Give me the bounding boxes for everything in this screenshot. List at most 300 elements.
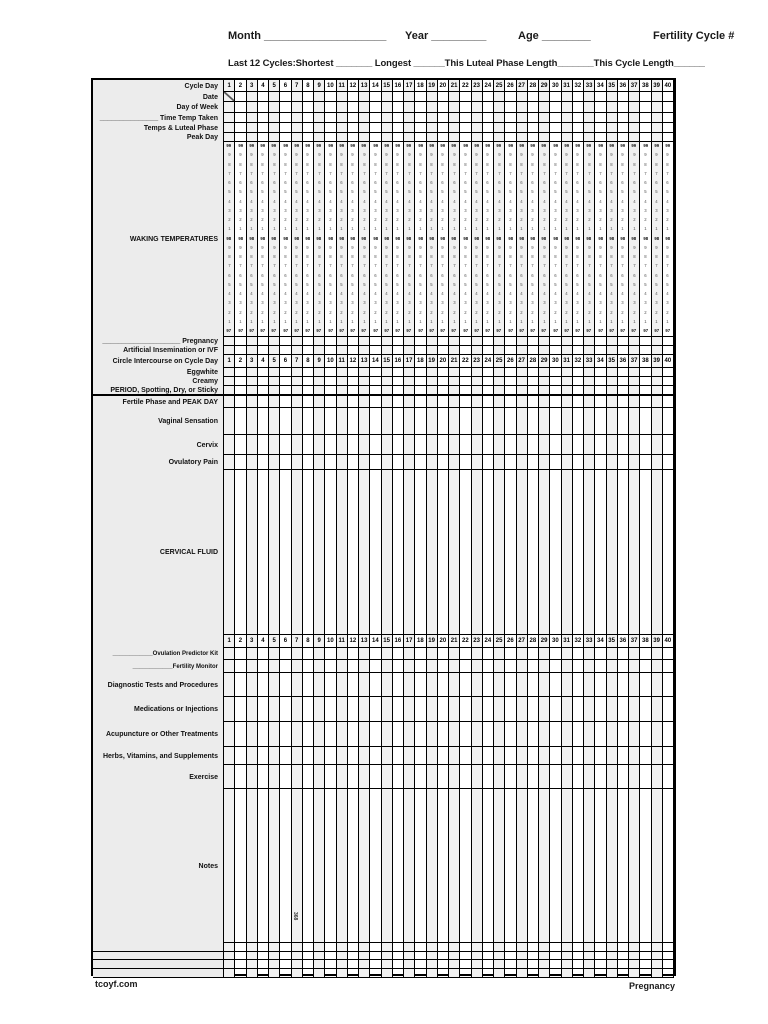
grid-cell — [404, 660, 415, 672]
temp-value: 5 — [284, 189, 287, 195]
grid-cell — [393, 697, 404, 721]
temp-value: 7 — [509, 171, 512, 177]
temp-value: 6 — [542, 273, 546, 279]
grid-cell — [382, 952, 393, 959]
grid-cell — [258, 697, 269, 721]
grid-cell — [472, 747, 483, 764]
grid-cell — [303, 455, 314, 469]
grid-cell — [539, 765, 550, 788]
temp-value: 9 — [486, 245, 490, 251]
cycle-day-cell: 18 — [415, 355, 426, 367]
grid-cell — [539, 789, 550, 942]
temp-value: 7 — [374, 171, 377, 177]
grid-cell — [607, 470, 618, 634]
grid-cell — [494, 960, 505, 968]
grid-cell — [404, 470, 415, 634]
temp-value: 6 — [486, 273, 490, 279]
temp-value: 3 — [655, 208, 658, 214]
temp-value: 4 — [655, 199, 658, 205]
grid-cell — [562, 386, 573, 394]
grid-cell — [224, 747, 235, 764]
temp-value: 7 — [599, 263, 602, 269]
grid-cell — [449, 673, 460, 696]
grid-cell — [618, 722, 629, 746]
temp-value: 7 — [531, 263, 535, 269]
grid-cell — [449, 969, 460, 977]
grid-cell — [427, 765, 438, 788]
grid-cell — [584, 943, 595, 951]
grid-cell — [618, 969, 629, 977]
temp-value: 5 — [374, 189, 377, 195]
temp-value: 8 — [362, 162, 366, 168]
grid-cell — [348, 673, 359, 696]
grid-cell — [314, 648, 325, 659]
temp-value: 1 — [239, 319, 242, 325]
grid-cell — [663, 102, 674, 112]
grid-cell — [348, 765, 359, 788]
row-grid — [224, 102, 674, 113]
grid-cell — [618, 673, 629, 696]
temp-value: 9 — [576, 152, 580, 158]
temp-value: 4 — [486, 199, 490, 205]
temp-value: 7 — [464, 263, 467, 269]
temp-value: 5 — [441, 282, 445, 288]
temp-value: 4 — [261, 199, 265, 205]
temp-value: 99 — [575, 143, 581, 149]
temp-value: 1 — [542, 226, 546, 232]
temp-value: 1 — [430, 226, 433, 232]
grid-cell — [415, 102, 426, 112]
temp-value: 7 — [396, 171, 400, 177]
grid-cell — [325, 952, 336, 959]
cycle-day-cell: 26 — [505, 635, 516, 647]
temp-value: 7 — [239, 263, 242, 269]
temp-value: 4 — [464, 291, 467, 297]
grid-cell — [337, 673, 348, 696]
grid-cell — [438, 455, 449, 469]
grid-cell — [550, 368, 561, 376]
grid-cell — [303, 123, 314, 132]
grid-cell — [404, 133, 415, 141]
grid-cell — [415, 92, 426, 101]
grid-cell — [292, 455, 303, 469]
grid-cell — [415, 368, 426, 376]
temp-value: 5 — [407, 282, 411, 288]
grid-cell — [382, 92, 393, 101]
grid-cell — [269, 102, 280, 112]
temp-value: 8 — [329, 162, 332, 168]
temp-value: 5 — [362, 282, 366, 288]
temp-value: 3 — [587, 208, 591, 214]
temp-value: 4 — [340, 291, 343, 297]
grid-cell — [359, 673, 370, 696]
grid-cell — [607, 386, 618, 394]
row-grid — [224, 960, 674, 968]
grid-cell — [348, 133, 359, 141]
temp-value: 8 — [632, 254, 636, 260]
grid-cell — [528, 346, 539, 354]
temp-value: 2 — [554, 217, 557, 223]
grid-cell — [550, 470, 561, 634]
grid-cell — [382, 969, 393, 977]
grid-cell — [517, 346, 528, 354]
grid-cell — [595, 969, 606, 977]
grid-cell — [640, 435, 651, 454]
cycle-day-cell: 18 — [415, 635, 426, 647]
grid-cell — [427, 435, 438, 454]
temp-value: 9 — [239, 152, 242, 158]
temperature-column — [438, 142, 449, 336]
grid-cell — [314, 789, 325, 942]
grid-cell — [359, 396, 370, 407]
temp-value: 8 — [430, 162, 433, 168]
temp-value: 9 — [306, 152, 310, 158]
cycle-day-cell: 25 — [494, 355, 505, 367]
cycle-day-cell: 11 — [337, 355, 348, 367]
grid-cell — [359, 660, 370, 672]
temp-value: 6 — [385, 273, 388, 279]
temp-value: 4 — [250, 199, 253, 205]
grid-cell — [224, 123, 235, 132]
grid-cell — [517, 92, 528, 101]
grid-cell — [235, 92, 246, 101]
grid-cell — [314, 470, 325, 634]
temp-value: 3 — [520, 208, 523, 214]
temp-value: 1 — [430, 319, 433, 325]
cycle-day-cell: 36 — [618, 635, 629, 647]
grid-cell — [280, 102, 291, 112]
grid-cell — [224, 470, 235, 634]
temp-value: 99 — [418, 143, 423, 149]
temp-value: 6 — [430, 273, 433, 279]
grid-cell — [505, 455, 516, 469]
row-label: Cycle Day — [93, 80, 224, 92]
temp-value: 2 — [599, 217, 602, 223]
temp-value: 2 — [317, 217, 321, 223]
grid-cell — [370, 960, 381, 968]
grid-cell — [640, 789, 651, 942]
grid-cell — [562, 952, 573, 959]
temp-value: 3 — [362, 208, 366, 214]
temp-value: 8 — [317, 254, 321, 260]
grid-cell — [460, 673, 471, 696]
chart-section — [93, 386, 674, 396]
grid-cell — [652, 408, 663, 434]
grid-cell — [370, 408, 381, 434]
grid-cell — [325, 435, 336, 454]
temp-value: 3 — [632, 300, 636, 306]
grid-cell — [539, 396, 550, 407]
temp-value: 5 — [441, 189, 445, 195]
grid-cell — [517, 697, 528, 721]
temp-value: 7 — [632, 171, 636, 177]
grid-cell — [415, 697, 426, 721]
temp-value: 2 — [239, 217, 242, 223]
temp-value: 7 — [666, 263, 670, 269]
temp-value: 9 — [644, 245, 647, 251]
grid-cell — [269, 435, 280, 454]
cycle-day-cell: 31 — [562, 635, 573, 647]
temp-value: 4 — [576, 199, 580, 205]
temp-value: 5 — [374, 282, 377, 288]
cycle-day-cell: 8 — [303, 635, 314, 647]
temp-value: 97 — [384, 328, 389, 334]
temp-value: 8 — [486, 162, 490, 168]
grid-cell — [415, 396, 426, 407]
temperature-column — [595, 142, 606, 336]
fertility-chart-grid — [91, 78, 676, 976]
grid-cell — [382, 697, 393, 721]
chart-section — [93, 789, 674, 943]
temperature-column — [528, 142, 539, 336]
grid-cell — [505, 969, 516, 977]
temp-value: 8 — [441, 254, 445, 260]
grid-cell — [618, 337, 629, 345]
grid-cell — [348, 960, 359, 968]
grid-cell — [595, 455, 606, 469]
grid-cell — [550, 648, 561, 659]
cycle-day-cell: 9 — [314, 355, 325, 367]
temp-value: 98 — [294, 236, 299, 242]
temp-value: 99 — [294, 143, 299, 149]
grid-cell — [438, 435, 449, 454]
temp-value: 6 — [441, 180, 445, 186]
grid-cell — [438, 943, 449, 951]
temp-value: 6 — [396, 180, 400, 186]
temp-value: 1 — [666, 319, 670, 325]
temp-value: 2 — [531, 217, 535, 223]
grid-cell — [483, 368, 494, 376]
grid-cell — [528, 386, 539, 394]
temperature-column — [618, 142, 629, 336]
grid-cell — [573, 470, 584, 634]
grid-cell — [652, 722, 663, 746]
chart-section — [93, 470, 674, 635]
grid-cell — [280, 377, 291, 385]
grid-cell — [280, 337, 291, 345]
temp-value: 99 — [226, 143, 232, 149]
temp-value: 7 — [610, 171, 613, 177]
grid-cell — [517, 960, 528, 968]
temp-value: 5 — [509, 282, 512, 288]
grid-cell — [235, 386, 246, 394]
grid-cell — [235, 943, 246, 951]
grid-cell — [584, 765, 595, 788]
grid-cell — [280, 113, 291, 122]
grid-cell — [269, 722, 280, 746]
grid-cell — [269, 123, 280, 132]
temp-value: 5 — [351, 189, 355, 195]
temp-value: 3 — [621, 208, 625, 214]
grid-cell — [494, 396, 505, 407]
grid-cell — [573, 92, 584, 101]
grid-cell — [224, 113, 235, 122]
temp-value: 9 — [430, 152, 433, 158]
grid-cell — [573, 346, 584, 354]
grid-cell — [550, 765, 561, 788]
cycle-day-cell: 18 — [415, 80, 426, 91]
grid-cell — [404, 969, 415, 977]
grid-cell — [505, 337, 516, 345]
temp-value: 1 — [239, 226, 242, 232]
temp-value: 7 — [329, 171, 332, 177]
chart-section — [93, 455, 674, 470]
cycle-day-cell: 27 — [517, 635, 528, 647]
grid-cell — [595, 660, 606, 672]
grid-cell — [258, 386, 269, 394]
chart-section — [93, 747, 674, 765]
temp-value: 6 — [509, 180, 512, 186]
temp-value: 3 — [227, 208, 231, 214]
temp-value: 5 — [227, 282, 231, 288]
grid-cell — [584, 969, 595, 977]
grid-cell — [562, 943, 573, 951]
temp-value: 99 — [631, 143, 637, 149]
temp-value: 7 — [329, 263, 332, 269]
grid-cell — [247, 113, 258, 122]
grid-cell — [393, 377, 404, 385]
chart-section — [93, 346, 674, 355]
temp-value: 5 — [599, 282, 602, 288]
grid-cell — [393, 789, 404, 942]
temp-value: 5 — [554, 282, 557, 288]
temp-value: 98 — [620, 236, 626, 242]
grid-cell — [235, 133, 246, 141]
grid-cell — [663, 722, 674, 746]
temp-value: 6 — [576, 180, 580, 186]
grid-cell — [427, 133, 438, 141]
grid-cell — [359, 648, 370, 659]
grid-cell — [595, 368, 606, 376]
grid-cell — [438, 470, 449, 634]
grid-cell — [247, 660, 258, 672]
grid-cell — [652, 396, 663, 407]
cycle-day-cell: 39 — [652, 355, 663, 367]
grid-cell — [404, 408, 415, 434]
temp-value: 1 — [509, 226, 512, 232]
cycle-day-cell: 38 — [640, 355, 651, 367]
chart-section — [93, 660, 674, 673]
grid-cell — [584, 408, 595, 434]
temp-value: 3 — [227, 300, 231, 306]
grid-cell — [483, 377, 494, 385]
cycle-day-cell: 8 — [303, 355, 314, 367]
temp-value: 4 — [362, 291, 366, 297]
grid-cell — [224, 386, 235, 394]
grid-cell — [483, 660, 494, 672]
temp-value: 3 — [272, 208, 276, 214]
temp-value: 4 — [351, 291, 355, 297]
temp-value: 7 — [621, 263, 625, 269]
temp-value: 7 — [475, 263, 478, 269]
grid-cell — [247, 697, 258, 721]
temp-value: 8 — [497, 254, 501, 260]
grid-cell — [607, 747, 618, 764]
grid-cell — [359, 943, 370, 951]
grid-cell — [359, 408, 370, 434]
footer-site-link: tcoyf.com — [95, 979, 138, 989]
temperature-column — [663, 142, 674, 336]
grid-cell — [235, 396, 246, 407]
temp-value: 7 — [486, 171, 490, 177]
temp-value: 6 — [632, 273, 636, 279]
grid-cell — [235, 952, 246, 959]
temp-value: 98 — [451, 236, 457, 242]
temp-value: 5 — [227, 189, 231, 195]
temp-value: 4 — [407, 199, 411, 205]
temp-value: 9 — [621, 152, 625, 158]
cycle-day-cell: 13 — [359, 80, 370, 91]
grid-cell — [584, 368, 595, 376]
grid-cell — [314, 969, 325, 977]
grid-cell — [505, 697, 516, 721]
temp-value: 6 — [329, 273, 332, 279]
grid-cell — [393, 102, 404, 112]
temp-value: 1 — [385, 226, 388, 232]
temperature-column — [652, 142, 663, 336]
grid-cell — [337, 435, 348, 454]
grid-cell — [247, 952, 258, 959]
grid-cell — [640, 660, 651, 672]
temp-value: 4 — [272, 199, 276, 205]
temp-value: 99 — [519, 143, 524, 149]
grid-cell — [528, 765, 539, 788]
grid-cell — [494, 435, 505, 454]
temp-value: 3 — [306, 300, 310, 306]
temp-value: 6 — [497, 273, 501, 279]
grid-cell — [449, 113, 460, 122]
grid-cell — [348, 943, 359, 951]
grid-cell — [449, 648, 460, 659]
temp-value: 7 — [295, 171, 298, 177]
grid-cell — [393, 673, 404, 696]
grid-cell — [517, 648, 528, 659]
grid-cell — [427, 455, 438, 469]
temp-value: 98 — [328, 236, 333, 242]
grid-cell — [573, 408, 584, 434]
grid-cell — [359, 113, 370, 122]
grid-cell — [303, 722, 314, 746]
grid-cell — [348, 386, 359, 394]
grid-cell — [382, 337, 393, 345]
temp-value: 3 — [362, 300, 366, 306]
grid-cell — [280, 470, 291, 634]
temperature-column — [404, 142, 415, 336]
chart-section — [93, 673, 674, 697]
grid-cell — [382, 943, 393, 951]
chart-section — [93, 92, 674, 102]
grid-cell — [494, 765, 505, 788]
grid-cell — [427, 92, 438, 101]
grid-cell — [517, 943, 528, 951]
grid-cell — [505, 92, 516, 101]
temp-value: 5 — [531, 282, 535, 288]
grid-cell — [584, 386, 595, 394]
temp-value: 5 — [340, 189, 343, 195]
temp-value: 1 — [621, 226, 625, 232]
grid-cell — [618, 92, 629, 101]
grid-cell — [303, 789, 314, 942]
grid-cell — [348, 789, 359, 942]
cycle-day-cell: 1 — [224, 80, 235, 91]
temp-value: 9 — [396, 245, 400, 251]
temp-value: 98 — [564, 236, 569, 242]
grid-cell — [517, 396, 528, 407]
grid-cell — [393, 368, 404, 376]
grid-cell — [494, 455, 505, 469]
grid-cell — [449, 396, 460, 407]
cycle-day-cell: 5 — [269, 80, 280, 91]
